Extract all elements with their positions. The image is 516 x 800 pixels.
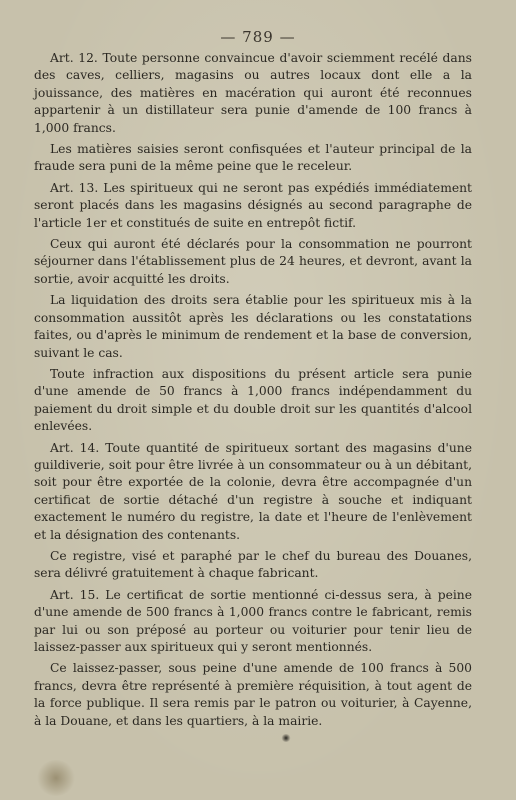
paragraph-art-12: Art. 12. Toute personne convaincue d'avoir sciemment recélé dans des caves, celliers, magasins ou autres locaux dont elle a la jouissance, des matières en macération qui auront été reconnues appartenir à un distillateur sera punie d'amende de 100 francs à 1,000 francs.	[34, 51, 472, 135]
paragraph-liquidation: La liquidation des droits sera établie pour les spiritueux mis à la consommation aussitôt après les déclarations ou les constatations faites, ou d'après le minimum de rendement et la base de conversion, suivant le cas.	[34, 293, 472, 360]
paragraph-registre: Ce registre, visé et paraphé par le chef du bureau des Douanes, sera délivré gratuitement à chaque fabricant.	[34, 548, 472, 581]
foxing-stain	[36, 760, 76, 796]
paragraph-art-14: Art. 14. Toute quantité de spiritueux sortant des magasins d'une guildiverie, soit pour être livrée à un consommateur ou à un débitant, soit pour être exportée de la colonie, devra être accompagnée d'un certificat de sortie détaché d'un registre à souche et indiquant exactement le numéro du registre, la date et l'heure de l'enlèvement et la désignation des contenants.	[34, 440, 472, 542]
paragraph-laissez-passer: Ce laissez-passer, sous peine d'une amende de 100 francs à 500 francs, devra être représenté à première réquisition, à tout agent de la force publique. Il sera remis par le patron ou voiturier, à Cayenne, à la Douane, et dans les quartiers, à la mairie.	[34, 661, 472, 728]
paragraph-consumption: Ceux qui auront été déclarés pour la consommation ne pourront séjourner dans l'établissement plus de 24 heures, et devront, avant la sortie, avoir acquitté les droits.	[34, 237, 472, 286]
paragraph-art-13: Art. 13. Les spiritueux qui ne seront pas expédiés immédiatement seront placés dans les magasins désignés au second paragraphe de l'article 1er et constitués de suite en entrepôt fictif.	[34, 180, 472, 230]
ink-dot	[281, 734, 291, 742]
paragraph-art-15: Art. 15. Le certificat de sortie mentionné ci-dessus sera, à peine d'une amende de 500 francs à 1,000 francs contre le fabricant, remis par lui ou son préposé au porteur ou voiturier pour tenir lieu de laissez-passer aux spiritueux qui y seront mentionnés.	[34, 587, 472, 654]
page-number: — 789 —	[220, 28, 296, 46]
paragraph-confiscation: Les matières saisies seront confisquées et l'auteur principal de la fraude sera puni de la même peine que le receleur.	[34, 142, 472, 174]
body-text	[34, 50, 472, 734]
paragraph-infraction: Toute infraction aux dispositions du présent article sera punie d'une amende de 50 francs à 1,000 francs indépendamment du paiement du droit simple et du double droit sur les quantités d'alcool enlevées.	[34, 366, 472, 434]
